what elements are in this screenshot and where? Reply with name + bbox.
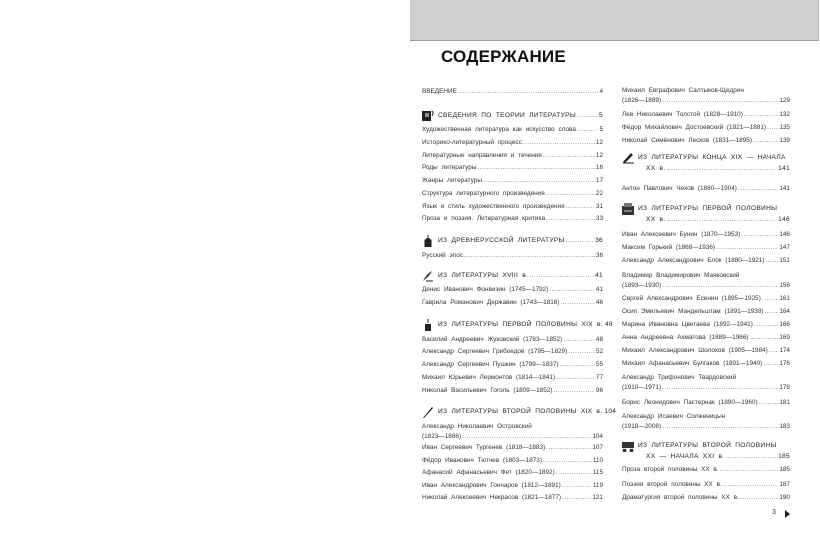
toc-entry[interactable] xyxy=(622,97,790,105)
entry-title-line: Михаил Евграфович Салтыков-Щедрин xyxy=(622,87,744,94)
entry-title: Фёдор Михайлович Достоевский (1821—1881) xyxy=(622,124,767,131)
dot-leader xyxy=(763,360,778,368)
entry-title-line: Александр Трифонович Твардовский xyxy=(622,374,737,381)
entry-page-number: 135 xyxy=(779,124,790,131)
entry-title-line: Александр Исаевич Солженицын xyxy=(622,413,726,420)
entry-title: Осип Эмильевич Мандельштам (1891—1938) xyxy=(622,308,764,315)
dot-leader xyxy=(560,361,595,369)
entry-page-number: 17 xyxy=(595,177,603,184)
dot-leader xyxy=(759,399,779,407)
entry-title: Николай Семёнович Лесков (1831—1895) xyxy=(622,137,752,144)
dot-leader xyxy=(549,286,595,294)
entry-page-number: 176 xyxy=(779,360,790,367)
section-heading-line: ИЗ ЛИТЕРАТУРЫ ВТОРОЙ ПОЛОВИНЫ xyxy=(638,442,777,449)
entry-title: Иван Сергеевич Тургенев (1818—1883) xyxy=(422,444,546,451)
entry-title: Антон Павлович Чехов (1860—1904) xyxy=(622,185,737,192)
next-page-arrow-icon xyxy=(785,510,790,518)
dot-leader xyxy=(458,88,599,96)
toc-section-entry[interactable] xyxy=(646,216,790,224)
pen-icon xyxy=(422,405,434,417)
toc-entry[interactable] xyxy=(622,334,790,342)
entry-page-number: 146 xyxy=(778,216,790,223)
entry-page-number: 12 xyxy=(595,152,603,159)
entry-title: Борис Леонидович Пастернак (1890—1960) xyxy=(622,399,758,406)
entry-title: (1918—2008) xyxy=(622,423,662,430)
dot-leader xyxy=(556,374,595,382)
header-band xyxy=(410,0,819,41)
toc-entry[interactable] xyxy=(422,348,603,356)
entry-page-number: 96 xyxy=(595,387,603,394)
entry-title: (1910—1971) xyxy=(622,384,662,391)
toc-entry[interactable] xyxy=(622,295,790,303)
toc-entry[interactable] xyxy=(422,252,603,260)
toc-entry[interactable] xyxy=(622,282,790,290)
toc-section-entry[interactable] xyxy=(438,321,613,329)
toc-entry[interactable] xyxy=(422,215,603,223)
entry-page-number: 161 xyxy=(779,295,790,302)
toc-section-entry[interactable] xyxy=(438,237,603,245)
dot-leader xyxy=(464,252,595,260)
dot-leader xyxy=(546,190,595,198)
toc-entry[interactable] xyxy=(422,177,603,185)
entry-title: Николай Алексеевич Некрасов (1821—1877) xyxy=(422,494,562,501)
toc-entry[interactable] xyxy=(422,494,603,502)
toc-entry[interactable] xyxy=(422,469,603,477)
entry-page-number: 52 xyxy=(595,348,603,355)
entry-title: Роды литературы xyxy=(422,164,477,171)
entry-title: Структура литературного произведения xyxy=(422,190,545,197)
entry-page-number: 141 xyxy=(779,185,790,192)
entry-title: СВЕДЕНИЯ ПО ТЕОРИИ ЛИТЕРАТУРЫ xyxy=(438,112,576,119)
toc-entry[interactable] xyxy=(422,164,603,172)
entry-title: (1826—1889) xyxy=(622,97,662,104)
entry-page-number: 77 xyxy=(595,374,603,381)
entry-title: XX в. xyxy=(646,165,666,172)
entry-page-number: 48 xyxy=(595,336,603,343)
toc-entry[interactable] xyxy=(622,481,790,489)
dot-leader xyxy=(765,308,779,316)
entry-page-number: 181 xyxy=(779,399,790,406)
entry-title: Максим Горький (1868—1936) xyxy=(622,244,716,251)
entry-page-number: 139 xyxy=(779,137,790,144)
computer-icon xyxy=(622,439,634,451)
toc-entry[interactable] xyxy=(422,482,603,490)
entry-page-number: 166 xyxy=(779,321,790,328)
entry-page-number: 132 xyxy=(779,111,790,118)
dot-leader xyxy=(662,384,778,392)
dot-leader xyxy=(577,126,599,134)
section-heading-line: ИЗ ЛИТЕРАТУРЫ КОНЦА XIX — НАЧАЛА xyxy=(638,154,786,161)
entry-page-number: 121 xyxy=(592,494,603,501)
entry-page-number: 41 xyxy=(595,286,603,293)
toc-entry[interactable] xyxy=(422,286,603,294)
toc-entry[interactable] xyxy=(622,423,790,431)
quill-icon xyxy=(422,269,434,281)
fountain-pen-icon xyxy=(622,151,634,163)
page-number: 3 xyxy=(772,509,776,516)
entry-title: Николай Васильевич Гоголь (1809—1852) xyxy=(422,387,553,394)
entry-title: Афанасий Афанасьевич Фет (1820—1892) xyxy=(422,469,555,476)
entry-page-number: 5 xyxy=(599,126,603,133)
entry-title: Марина Ивановна Цветаева (1892—1941) xyxy=(622,321,753,328)
toc-section-entry[interactable] xyxy=(438,112,603,120)
entry-title: Русский эпос xyxy=(422,252,463,259)
dot-leader xyxy=(753,137,778,145)
dot-leader xyxy=(662,423,778,431)
toc-entry[interactable] xyxy=(622,244,790,252)
toc-entry[interactable] xyxy=(422,457,603,465)
toc-entry[interactable] xyxy=(622,308,790,316)
entry-title: (1823—1886) xyxy=(422,433,462,440)
dot-leader xyxy=(744,111,778,119)
dot-leader xyxy=(562,494,591,502)
entry-page-number: 115 xyxy=(592,469,603,476)
toc-entry[interactable] xyxy=(622,384,790,392)
entry-page-number: 36 xyxy=(595,237,603,244)
toc-entry[interactable] xyxy=(422,444,603,452)
toc-section-entry[interactable] xyxy=(438,408,617,416)
entry-page-number: 48 xyxy=(605,321,613,328)
entry-page-number: 147 xyxy=(779,244,790,251)
dot-leader xyxy=(529,272,594,280)
entry-title: Александр Сергеевич Грибоедов (1795—1829) xyxy=(422,348,568,355)
toc-entry[interactable] xyxy=(622,360,790,368)
dot-leader xyxy=(477,164,594,172)
toc-entry[interactable] xyxy=(422,88,603,96)
entry-page-number: 110 xyxy=(592,457,603,464)
dot-leader xyxy=(741,231,778,239)
entry-page-number: 156 xyxy=(779,282,790,289)
toc-entry[interactable] xyxy=(622,137,790,145)
entry-page-number: 46 xyxy=(595,299,603,306)
entry-title: ИЗ ДРЕВНЕРУССКОЙ ЛИТЕРАТУРЫ xyxy=(438,237,565,244)
entry-title: Фёдор Иванович Тютчев (1803—1873) xyxy=(422,457,542,464)
dot-leader xyxy=(543,457,592,465)
dot-leader xyxy=(562,482,592,490)
entry-page-number: 55 xyxy=(595,361,603,368)
entry-page-number: 129 xyxy=(779,97,790,104)
toc-entry[interactable] xyxy=(422,139,603,147)
entry-title: ИЗ ЛИТЕРАТУРЫ ВТОРОЙ ПОЛОВИНЫ XIX в. xyxy=(438,408,603,415)
dot-leader xyxy=(716,244,778,252)
entry-title: Литературные направления и течения xyxy=(422,152,542,159)
entry-page-number: 178 xyxy=(779,384,790,391)
entry-page-number: 33 xyxy=(595,215,603,222)
dot-leader xyxy=(483,177,595,185)
dot-leader xyxy=(543,152,595,160)
entry-title: Василий Андреевич Жуковский (1783—1852) xyxy=(422,336,563,343)
toc-entry[interactable] xyxy=(422,190,603,198)
entry-page-number: 190 xyxy=(779,494,790,501)
entry-page-number: 22 xyxy=(595,190,603,197)
entry-page-number: 5 xyxy=(599,112,603,119)
entry-title: Проза второй половины XX в. xyxy=(622,466,719,473)
dot-leader xyxy=(762,295,778,303)
entry-title: Сергей Александрович Есенин (1895—1925) xyxy=(622,295,761,302)
dot-leader xyxy=(566,203,595,211)
toc-entry[interactable] xyxy=(422,433,603,441)
entry-title: Гаврила Романович Державин (1743—1816) xyxy=(422,299,560,306)
toc-entry[interactable] xyxy=(622,321,790,329)
entry-page-number: 104 xyxy=(592,433,603,440)
entry-title: Михаил Юрьевич Лермонтов (1814—1841) xyxy=(422,374,556,381)
toc-entry[interactable] xyxy=(422,299,603,307)
dot-leader xyxy=(546,215,595,223)
toc-entry[interactable] xyxy=(622,185,790,193)
entry-page-number: 31 xyxy=(595,203,603,210)
dot-leader xyxy=(750,334,779,342)
dot-leader xyxy=(754,321,778,329)
entry-title: ВВЕДЕНИЕ xyxy=(422,88,457,95)
entry-title: Александр Сергеевич Пушкин (1799—1837) xyxy=(422,361,559,368)
entry-title: Жанры литературы xyxy=(422,177,482,184)
dot-leader xyxy=(666,216,777,224)
toc-entry[interactable] xyxy=(622,466,790,474)
toc-entry[interactable] xyxy=(422,152,603,160)
entry-title: Историко-литературный процесс xyxy=(422,139,522,146)
section-heading-line: ИЗ ЛИТЕРАТУРЫ ПЕРВОЙ ПОЛОВИНЫ xyxy=(638,205,778,212)
dot-leader xyxy=(769,347,779,355)
dot-leader xyxy=(666,165,777,173)
entry-title: Денис Иванович Фонвизин (1745—1792) xyxy=(422,286,549,293)
entry-page-number: 185 xyxy=(779,466,790,473)
entry-title: Михаил Афанасьевич Булгаков (1891—1940) xyxy=(622,360,763,367)
dot-leader xyxy=(556,469,592,477)
entry-title: ИЗ ЛИТЕРАТУРЫ XVIII в. xyxy=(438,272,529,279)
toc-entry[interactable] xyxy=(422,387,603,395)
dot-leader xyxy=(546,444,591,452)
entry-title: Художественная литература как искусство слова xyxy=(422,126,576,133)
entry-title: Иван Алексеевич Бунин (1870—1953) xyxy=(622,231,741,238)
entry-page-number: 185 xyxy=(778,453,790,460)
toc-section-entry[interactable] xyxy=(646,165,790,173)
entry-title: Драматургия второй половины XX в. xyxy=(622,494,739,501)
entry-title-line: Владимир Владимирович Маяковский xyxy=(622,272,740,279)
toc-entry[interactable] xyxy=(622,494,790,502)
entry-page-number: 164 xyxy=(779,308,790,315)
toc-entry[interactable] xyxy=(622,399,790,407)
entry-title: Анна Андреевна Ахматова (1889—1966) xyxy=(622,334,749,341)
entry-title: Александр Александрович Блок (1880—1921) xyxy=(622,257,765,264)
page-title: СОДЕРЖАНИЕ xyxy=(441,47,566,66)
entry-page-number: 104 xyxy=(604,408,617,415)
entry-title: Язык и стиль художественного произведения xyxy=(422,203,565,210)
toc-entry[interactable] xyxy=(422,374,603,382)
dot-leader xyxy=(765,257,778,265)
dot-leader xyxy=(662,282,778,290)
dot-leader xyxy=(723,481,779,489)
entry-page-number: 141 xyxy=(778,165,790,172)
toc-section-entry[interactable] xyxy=(646,453,790,461)
typewriter-icon xyxy=(622,202,634,214)
dot-leader xyxy=(725,453,777,461)
toc-entry[interactable] xyxy=(622,347,790,355)
entry-title-line: Александр Николаевич Островский xyxy=(422,423,532,430)
entry-page-number: 4 xyxy=(599,88,603,95)
entry-title: Проза и поэзия. Литературная критика xyxy=(422,215,545,222)
entry-title: Поэзия второй половины XX в. xyxy=(622,481,722,488)
church-icon xyxy=(422,234,434,246)
dot-leader xyxy=(577,112,598,120)
entry-page-number: 151 xyxy=(779,257,790,264)
dot-leader xyxy=(767,124,778,132)
dot-leader xyxy=(462,433,591,441)
entry-title: Михаил Александрович Шолохов (1905—1984) xyxy=(622,347,768,354)
dot-leader xyxy=(720,466,779,474)
entry-title: Лев Николаевич Толстой (1828—1910) xyxy=(622,111,743,118)
entry-page-number: 12 xyxy=(595,139,603,146)
entry-page-number: 36 xyxy=(595,252,603,259)
dot-leader xyxy=(553,387,594,395)
inkwell-icon xyxy=(422,318,434,330)
entry-title: ИЗ ЛИТЕРАТУРЫ ПЕРВОЙ ПОЛОВИНЫ XIX в. xyxy=(438,321,603,328)
toc-entry[interactable] xyxy=(422,203,603,211)
entry-title: XX в. xyxy=(646,216,666,223)
entry-page-number: 119 xyxy=(592,482,603,489)
toc-entry[interactable] xyxy=(422,361,603,369)
entry-page-number: 169 xyxy=(779,334,790,341)
toc-entry[interactable] xyxy=(622,111,790,119)
entry-title: XX — НАЧАЛА XXI в. xyxy=(646,453,725,460)
entry-title: Иван Александрович Гончаров (1812—1891) xyxy=(422,482,561,489)
dot-leader xyxy=(738,185,778,193)
book-icon xyxy=(422,109,434,121)
entry-page-number: 107 xyxy=(592,444,603,451)
entry-title: (1893—1930) xyxy=(622,282,662,289)
entry-page-number: 187 xyxy=(779,481,790,488)
dot-leader xyxy=(740,494,779,502)
toc-entry[interactable] xyxy=(622,124,790,132)
dot-leader xyxy=(561,299,595,307)
dot-leader xyxy=(566,237,594,245)
entry-page-number: 16 xyxy=(595,164,603,171)
entry-page-number: 41 xyxy=(595,272,603,279)
toc-entry[interactable] xyxy=(622,257,790,265)
dot-leader xyxy=(568,348,595,356)
toc-entry[interactable] xyxy=(422,336,603,344)
toc-entry[interactable] xyxy=(422,126,603,134)
toc-section-entry[interactable] xyxy=(438,272,603,280)
entry-page-number: 146 xyxy=(779,231,790,238)
toc-entry[interactable] xyxy=(622,231,790,239)
dot-leader xyxy=(563,336,595,344)
entry-page-number: 174 xyxy=(779,347,790,354)
dot-leader xyxy=(662,97,778,105)
entry-page-number: 183 xyxy=(779,423,790,430)
dot-leader xyxy=(523,139,595,147)
